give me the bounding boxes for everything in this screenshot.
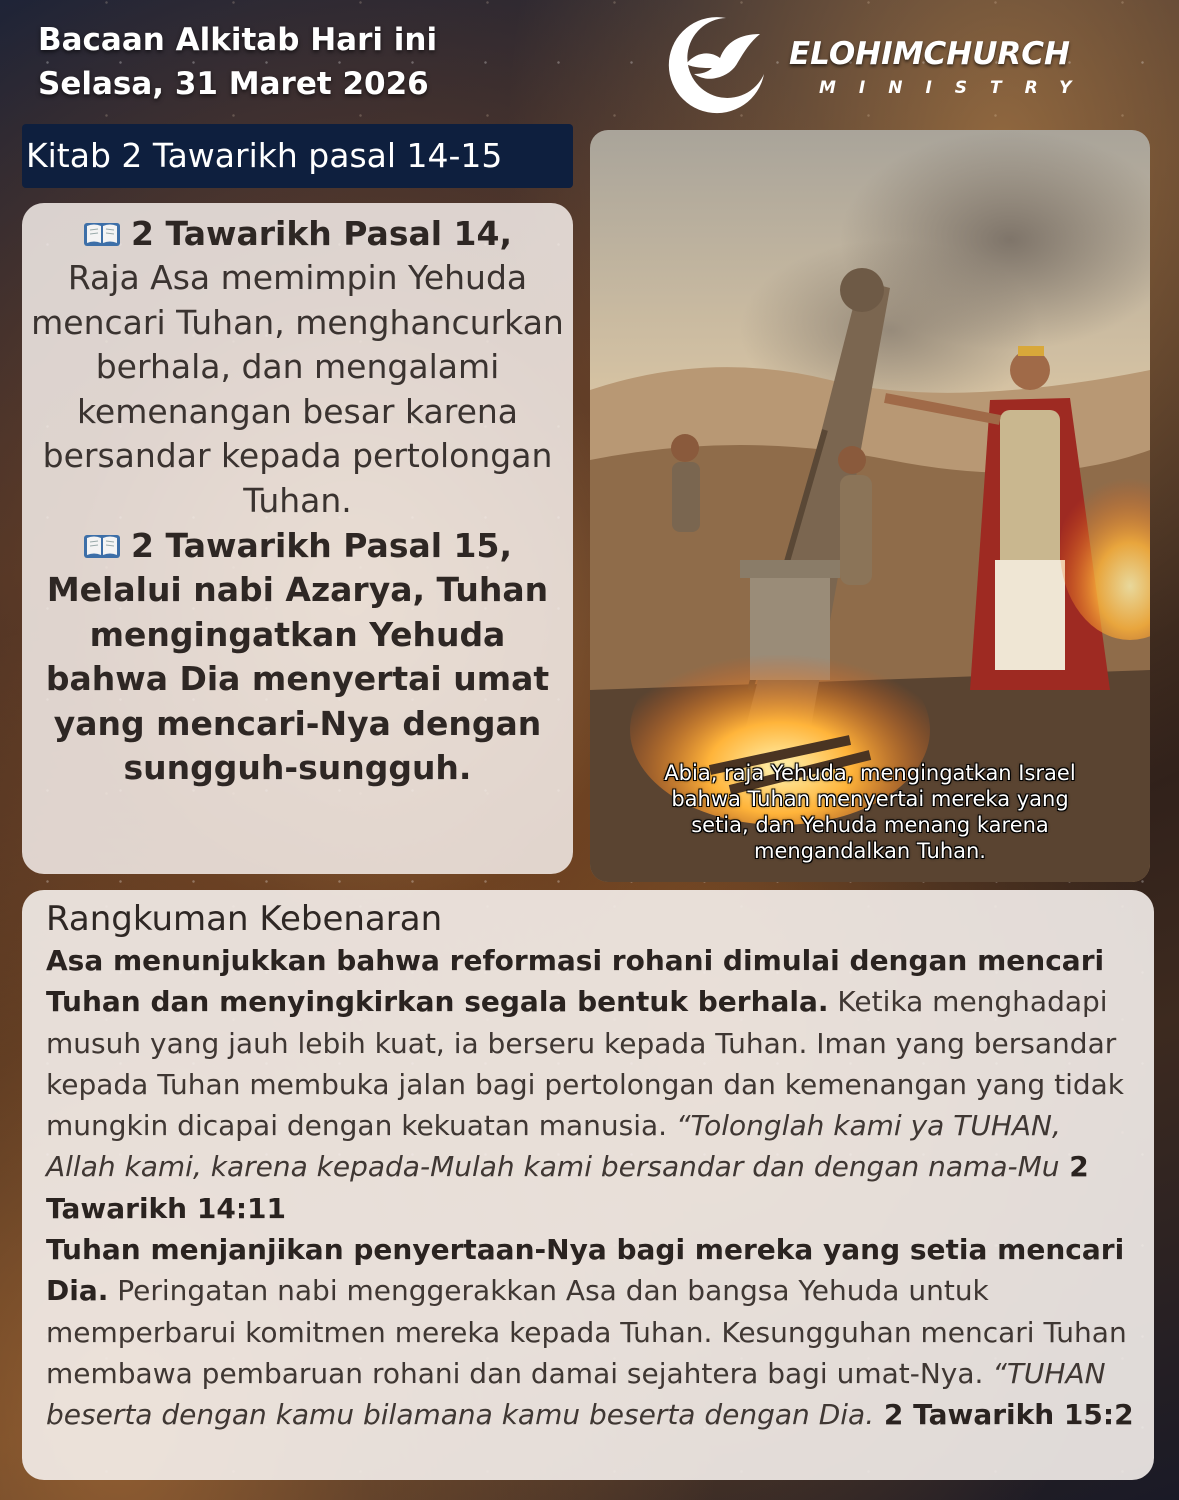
page-title — [38, 18, 437, 106]
title-line-1: Bacaan Alkitab Hari ini — [38, 22, 438, 58]
truth-p1-bold: Asa menunjukkan bahwa reformasi rohani dimulai dengan mencari Tuhan dan menyingkirkan segala bentuk berhala. — [46, 944, 1105, 1019]
dove-crescent-icon — [664, 12, 770, 118]
truth-paragraph-1 — [46, 940, 1136, 1229]
open-book-icon — [83, 221, 121, 247]
truth-title: Rangkuman Kebenaran — [46, 899, 443, 939]
title-line-2: Selasa, 31 Maret 2026 — [38, 66, 429, 102]
chapter-14-heading-text: 2 Tawarikh Pasal 14, — [131, 214, 512, 253]
chapter-14-heading — [22, 211, 573, 256]
chapter-summary-card — [22, 203, 573, 874]
truth-p1-reference: 2 Tawarikh 14:11 — [46, 1150, 1089, 1225]
logo-name: ELOHIMCHURCH — [789, 36, 1070, 72]
church-logo — [664, 12, 1094, 118]
truth-p1-text: Ketika menghadapi musuh yang jauh lebih kuat, ia berseru kepada Tuhan. Iman yang bersandar kepada Tuhan membuka jalan bagi pertolongan dan kemenangan yang tidak mungkin dicapai dengan kekuatan manusia. — [46, 985, 1124, 1143]
illustration-king-asa-destroying-idols — [590, 130, 1150, 882]
open-book-icon — [83, 533, 121, 559]
truth-p2-quote: “TUHAN beserta dengan kamu bilamana kamu beserta dengan Dia. — [46, 1356, 1106, 1432]
book-chapter-label: Kitab 2 Tawarikh pasal 14-15 — [22, 124, 573, 188]
truth-summary-card — [22, 890, 1154, 1480]
truth-p2-reference: 2 Tawarikh 15:2 — [874, 1398, 1134, 1432]
caption-line-4: mengandalkan Tuhan. — [754, 839, 986, 863]
caption-line-3: setia, dan Yehuda menang karena — [691, 813, 1049, 837]
chapter-15-text: Melalui nabi Azarya, Tuhan mengingatkan Yehuda bahwa Dia menyertai umat yang mencari-Nya dengan sungguh-sungguh. — [45, 570, 550, 787]
caption-line-2: bahwa Tuhan menyertai mereka yang — [671, 787, 1069, 811]
truth-p2-bold: Tuhan menjanjikan penyertaan-Nya bagi mereka yang setia mencari Dia. — [46, 1233, 1125, 1308]
chapter-15-heading — [22, 523, 573, 568]
truth-paragraph-2 — [46, 1229, 1136, 1435]
chapter-14-text: Raja Asa memimpin Yehuda mencari Tuhan, menghancurkan berhala, dan mengalami kemenangan besar karena bersandar kepada pertolongan Tuhan. — [31, 258, 564, 520]
truth-p2-text: Peringatan nabi menggerakkan Asa dan bangsa Yehuda untuk memperbarui komitmen mereka kepada Tuhan. Kesungguhan mencari Tuhan membawa pembaruan rohani dan damai sejahtera bagi umat-Nya. — [46, 1274, 1127, 1390]
truth-p1-quote: “Tolonglah kami ya TUHAN, Allah kami, karena kepada-Mulah kami bersandar dan dengan nama-Mu — [46, 1109, 1061, 1184]
chapter-15-heading-text: 2 Tawarikh Pasal 15, — [131, 526, 512, 565]
illustration-caption — [590, 760, 1150, 864]
logo-subtitle: MINISTRY — [819, 78, 1095, 98]
caption-line-1: Abia, raja Yehuda, mengingatkan Israel — [664, 761, 1076, 785]
